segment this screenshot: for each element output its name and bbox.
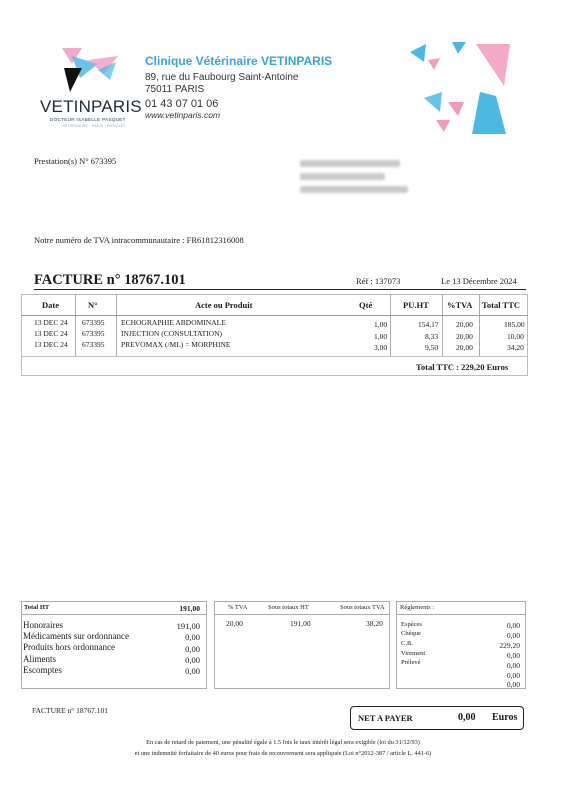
tva-divider [214, 614, 390, 615]
payment-method-value: 0,00 [506, 621, 520, 630]
row-2-number: 673395 [82, 329, 105, 338]
header-tva-rate: %TVA [447, 300, 473, 310]
row-1-product: ECHOGRAPHIE ABDOMINALE [121, 318, 226, 327]
summary-item-label: Aliments [23, 654, 56, 664]
invoice-date: Le 13 Décembre 2024 [441, 276, 517, 286]
tva-header-rate: % TVA [228, 604, 248, 611]
tva-header-subtotal-ht: Sous totaux HT [268, 604, 309, 611]
header-quantity: Qté [359, 300, 373, 310]
prestation-number: Prestation(s) N° 673395 [34, 156, 117, 166]
row-1-qty: 1,00 [374, 320, 388, 329]
col-divider [479, 294, 480, 356]
clinic-name: Clinique Vétérinaire VETINPARIS [145, 54, 333, 68]
title-divider [34, 289, 526, 290]
tva-subtotal-ht-value: 191,00 [290, 619, 311, 628]
payments-divider [396, 614, 526, 615]
clinic-address-line2: 75011 PARIS [145, 84, 205, 95]
header-unit-price: PU.HT [403, 300, 429, 310]
total-ht-label: Total HT [24, 604, 50, 611]
summary-item-label: Produits hors ordonnance [23, 642, 115, 652]
payment-method-label: Espèces [401, 621, 422, 628]
summary-item-value: 0,00 [185, 655, 200, 665]
row-3-qty: 3,00 [374, 343, 388, 352]
row-2-tva: 20,00 [456, 332, 473, 341]
col-divider [75, 294, 76, 356]
payment-method-value: 229,20 [499, 641, 520, 650]
invoice-reference: Réf : 137073 [356, 276, 401, 286]
payment-method-label: C.B. [401, 640, 413, 647]
row-3-date: 13 DEC 24 [34, 340, 68, 349]
summary-item-label: Escomptes [23, 665, 62, 675]
tva-rate-value: 20,00 [226, 619, 243, 628]
row-2-total: 10,00 [507, 332, 524, 341]
summary-divider [21, 614, 207, 615]
table-total-divider [21, 356, 528, 357]
row-1-total: 185,00 [504, 320, 525, 329]
decorative-triangles-icon [400, 40, 530, 140]
net-to-pay-value: 0,00 [458, 712, 476, 723]
row-2-unit-price: 8,33 [425, 332, 439, 341]
clinic-address-line1: 89, rue du Faubourg Saint-Antoine [145, 72, 299, 83]
payment-method-value: 0,00 [506, 680, 520, 689]
vetinparis-logo-icon [58, 44, 122, 98]
row-3-tva: 20,00 [456, 343, 473, 352]
row-3-total: 34,20 [507, 343, 524, 352]
tva-intracom-number: Notre numéro de TVA intracommunautaire : FR61812316008 [34, 235, 244, 245]
tva-header-subtotal-tva: Sous totaux TVA [340, 604, 385, 611]
row-1-date: 13 DEC 24 [34, 318, 68, 327]
tva-subtotal-tva-value: 38,20 [366, 619, 383, 628]
clinic-phone: 01 43 07 01 06 [145, 98, 219, 110]
payment-method-label: Virement [401, 650, 426, 657]
col-divider [390, 294, 391, 356]
total-ht-value: 191,00 [179, 604, 200, 613]
col-divider [116, 294, 117, 356]
header-act-product: Acte ou Produit [195, 300, 253, 310]
row-2-qty: 1,00 [374, 332, 388, 341]
invoice-title: FACTURE n° 18767.101 [34, 272, 186, 288]
net-to-pay-unit: Euros [492, 712, 518, 723]
summary-item-value: 0,00 [185, 644, 200, 654]
late-payment-notice-line2: et une indemnité forfaitaire de 40 euros pour frais de recouvrement sera appliquée (Loi n°2012-387 / article L. 441-6) [134, 750, 432, 757]
row-3-number: 673395 [82, 340, 105, 349]
summary-item-label: Médicaments sur ordonnance [23, 631, 129, 641]
payments-title: Réglements : [400, 604, 435, 611]
col-divider [442, 294, 443, 356]
clinic-website: www.vetinparis.com [145, 110, 221, 120]
recipient-address-redacted [300, 160, 410, 199]
payment-method-label: Prélevé [401, 659, 421, 666]
row-2-product: INJECTION (CONSULTATION) [121, 329, 222, 338]
row-1-number: 673395 [82, 318, 105, 327]
summary-item-value: 191,00 [176, 621, 200, 631]
late-payment-notice-line1: En cas de retard de paiement, une pénalité égale à 1.5 fois le taux intérêt légal sera exigible (loi du 31/12/93) [146, 739, 420, 746]
payment-method-label: Chèque [401, 630, 421, 637]
row-3-product: PREVOMAX (/ML) = MORPHINE [121, 340, 231, 349]
row-1-unit-price: 154,17 [418, 320, 439, 329]
summary-item-label: Honoraires [23, 620, 63, 630]
payment-method-value: 0,00 [506, 631, 520, 640]
row-3-unit-price: 9,50 [425, 343, 439, 352]
net-to-pay-label: NET A PAYER [358, 713, 413, 723]
summary-item-value: 0,00 [185, 666, 200, 676]
header-number: N° [88, 300, 98, 310]
footer-invoice-number: FACTURE n° 18767.101 [32, 706, 108, 715]
brand-tagline: VÉTÉRINAIRE · PARIS · PASQUET [62, 124, 126, 128]
payment-method-value: 0,00 [506, 651, 520, 660]
header-date: Date [42, 300, 59, 310]
row-1-tva: 20,00 [456, 320, 473, 329]
header-total-ttc: Total TTC [482, 300, 521, 310]
payment-method-value: 0,00 [506, 671, 520, 680]
payment-method-value: 0,00 [506, 661, 520, 670]
summary-item-value: 0,00 [185, 632, 200, 642]
row-2-date: 13 DEC 24 [34, 329, 68, 338]
brand-subtitle: DOCTEUR ISABELLE PASQUET [50, 117, 126, 122]
invoice-total-ttc: Total TTC : 229,20 Euros [416, 362, 509, 372]
table-header-divider [21, 315, 528, 316]
brand-name: VETINPARIS [40, 97, 142, 116]
